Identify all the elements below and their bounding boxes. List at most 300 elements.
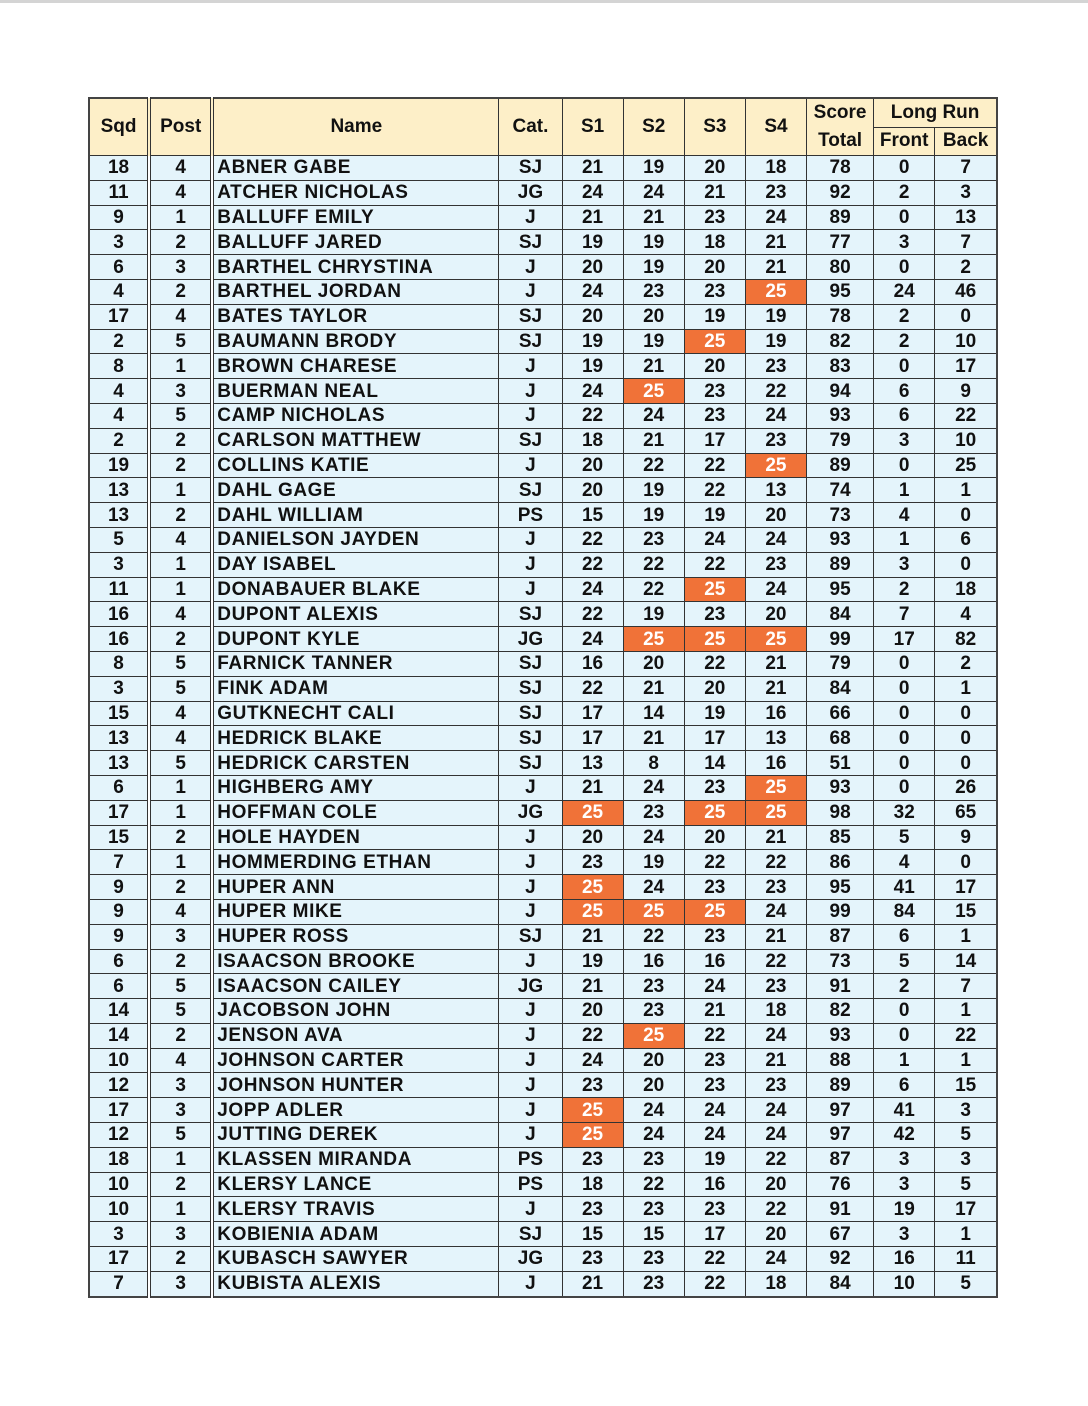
header-s2: S2 bbox=[623, 98, 684, 156]
cell-long-run-back: 82 bbox=[935, 627, 997, 652]
cell-long-run-back: 1 bbox=[935, 1222, 997, 1247]
cell-sqd: 7 bbox=[89, 850, 149, 875]
cell-s1: 23 bbox=[562, 1073, 623, 1098]
cell-s1: 20 bbox=[562, 453, 623, 478]
table-row bbox=[89, 1048, 997, 1073]
header-back: Back bbox=[935, 127, 997, 156]
page-top-border bbox=[0, 0, 1088, 3]
cell-s2: 23 bbox=[623, 527, 684, 552]
cell-sqd: 17 bbox=[89, 800, 149, 825]
cell-cat: J bbox=[499, 527, 562, 552]
cell-name: ATCHER NICHOLAS bbox=[212, 180, 499, 205]
cell-cat: SJ bbox=[499, 230, 562, 255]
cell-score-total: 74 bbox=[807, 478, 874, 503]
cell-name: BROWN CHARESE bbox=[212, 354, 499, 379]
cell-s1: 24 bbox=[562, 577, 623, 602]
cell-s1: 23 bbox=[562, 1197, 623, 1222]
cell-s3: 17 bbox=[684, 1222, 745, 1247]
cell-s1: 24 bbox=[562, 279, 623, 304]
cell-s1: 15 bbox=[562, 503, 623, 528]
cell-post: 5 bbox=[149, 403, 212, 428]
cell-cat: SJ bbox=[499, 329, 562, 354]
cell-s2: 14 bbox=[623, 701, 684, 726]
cell-cat: J bbox=[499, 775, 562, 800]
cell-long-run-front: 10 bbox=[874, 1271, 935, 1296]
cell-long-run-front: 0 bbox=[874, 775, 935, 800]
cell-cat: J bbox=[499, 403, 562, 428]
table-row bbox=[89, 527, 997, 552]
cell-long-run-front: 2 bbox=[874, 974, 935, 999]
cell-s3: 19 bbox=[684, 304, 745, 329]
cell-score-total: 94 bbox=[807, 379, 874, 404]
cell-score-total: 86 bbox=[807, 850, 874, 875]
cell-name: KUBISTA ALEXIS bbox=[212, 1271, 499, 1296]
cell-long-run-back: 3 bbox=[935, 180, 997, 205]
header-post: Post bbox=[149, 98, 212, 156]
table-body bbox=[89, 156, 997, 1297]
cell-sqd: 3 bbox=[89, 552, 149, 577]
cell-long-run-back: 15 bbox=[935, 1073, 997, 1098]
cell-name: JOHNSON HUNTER bbox=[212, 1073, 499, 1098]
cell-cat: SJ bbox=[499, 602, 562, 627]
cell-score-total: 73 bbox=[807, 503, 874, 528]
table-row bbox=[89, 676, 997, 701]
cell-score-total: 84 bbox=[807, 602, 874, 627]
cell-s1: 18 bbox=[562, 1172, 623, 1197]
cell-long-run-back: 7 bbox=[935, 230, 997, 255]
cell-sqd: 8 bbox=[89, 354, 149, 379]
cell-sqd: 3 bbox=[89, 230, 149, 255]
cell-long-run-back: 7 bbox=[935, 974, 997, 999]
table-row bbox=[89, 800, 997, 825]
cell-score-total: 79 bbox=[807, 428, 874, 453]
cell-sqd: 3 bbox=[89, 676, 149, 701]
cell-cat: J bbox=[499, 1023, 562, 1048]
table-row bbox=[89, 999, 997, 1024]
cell-s2: 21 bbox=[623, 428, 684, 453]
cell-long-run-front: 2 bbox=[874, 304, 935, 329]
cell-s4: 25 bbox=[745, 775, 806, 800]
cell-post: 5 bbox=[149, 1123, 212, 1148]
cell-sqd: 15 bbox=[89, 825, 149, 850]
cell-name: DUPONT KYLE bbox=[212, 627, 499, 652]
cell-score-total: 73 bbox=[807, 949, 874, 974]
cell-s2: 25 bbox=[623, 1023, 684, 1048]
cell-s4: 24 bbox=[745, 899, 806, 924]
cell-s2: 19 bbox=[623, 255, 684, 280]
cell-name: DUPONT ALEXIS bbox=[212, 602, 499, 627]
cell-cat: J bbox=[499, 279, 562, 304]
table-row bbox=[89, 974, 997, 999]
cell-s2: 23 bbox=[623, 974, 684, 999]
cell-long-run-back: 0 bbox=[935, 751, 997, 776]
cell-s1: 24 bbox=[562, 627, 623, 652]
cell-s2: 24 bbox=[623, 825, 684, 850]
cell-long-run-front: 3 bbox=[874, 230, 935, 255]
cell-name: JOPP ADLER bbox=[212, 1098, 499, 1123]
cell-sqd: 15 bbox=[89, 701, 149, 726]
cell-post: 2 bbox=[149, 428, 212, 453]
cell-s1: 17 bbox=[562, 726, 623, 751]
cell-score-total: 83 bbox=[807, 354, 874, 379]
table-row bbox=[89, 552, 997, 577]
cell-post: 2 bbox=[149, 1023, 212, 1048]
cell-s2: 24 bbox=[623, 180, 684, 205]
cell-s4: 22 bbox=[745, 1197, 806, 1222]
cell-s4: 23 bbox=[745, 428, 806, 453]
cell-s2: 25 bbox=[623, 379, 684, 404]
results-table bbox=[88, 97, 998, 1298]
cell-post: 1 bbox=[149, 552, 212, 577]
cell-cat: SJ bbox=[499, 651, 562, 676]
cell-score-total: 91 bbox=[807, 974, 874, 999]
table-row bbox=[89, 1147, 997, 1172]
cell-cat: JG bbox=[499, 180, 562, 205]
cell-long-run-back: 6 bbox=[935, 527, 997, 552]
cell-sqd: 10 bbox=[89, 1172, 149, 1197]
cell-sqd: 10 bbox=[89, 1048, 149, 1073]
cell-s1: 25 bbox=[562, 899, 623, 924]
cell-s4: 19 bbox=[745, 304, 806, 329]
cell-score-total: 91 bbox=[807, 1197, 874, 1222]
cell-s1: 16 bbox=[562, 651, 623, 676]
cell-s3: 23 bbox=[684, 403, 745, 428]
cell-s1: 23 bbox=[562, 1147, 623, 1172]
cell-sqd: 14 bbox=[89, 999, 149, 1024]
cell-s2: 20 bbox=[623, 1048, 684, 1073]
cell-name: BALLUFF JARED bbox=[212, 230, 499, 255]
cell-s2: 19 bbox=[623, 230, 684, 255]
cell-name: HEDRICK BLAKE bbox=[212, 726, 499, 751]
cell-s4: 21 bbox=[745, 924, 806, 949]
cell-sqd: 4 bbox=[89, 379, 149, 404]
cell-name: DAHL GAGE bbox=[212, 478, 499, 503]
cell-s4: 23 bbox=[745, 354, 806, 379]
cell-s4: 25 bbox=[745, 627, 806, 652]
cell-post: 2 bbox=[149, 627, 212, 652]
cell-long-run-front: 4 bbox=[874, 850, 935, 875]
cell-post: 1 bbox=[149, 577, 212, 602]
cell-s1: 13 bbox=[562, 751, 623, 776]
cell-post: 3 bbox=[149, 1073, 212, 1098]
cell-s3: 20 bbox=[684, 255, 745, 280]
cell-s3: 23 bbox=[684, 775, 745, 800]
table-row bbox=[89, 156, 997, 181]
table-row bbox=[89, 627, 997, 652]
table-row bbox=[89, 825, 997, 850]
cell-score-total: 95 bbox=[807, 875, 874, 900]
cell-s1: 24 bbox=[562, 379, 623, 404]
cell-long-run-front: 0 bbox=[874, 453, 935, 478]
cell-cat: SJ bbox=[499, 304, 562, 329]
cell-long-run-front: 0 bbox=[874, 701, 935, 726]
cell-long-run-front: 1 bbox=[874, 478, 935, 503]
cell-s2: 20 bbox=[623, 651, 684, 676]
cell-long-run-front: 0 bbox=[874, 651, 935, 676]
cell-s3: 24 bbox=[684, 1123, 745, 1148]
cell-sqd: 13 bbox=[89, 503, 149, 528]
cell-long-run-back: 1 bbox=[935, 999, 997, 1024]
cell-sqd: 17 bbox=[89, 304, 149, 329]
cell-sqd: 6 bbox=[89, 949, 149, 974]
cell-long-run-front: 0 bbox=[874, 1023, 935, 1048]
cell-s1: 20 bbox=[562, 999, 623, 1024]
cell-s1: 25 bbox=[562, 875, 623, 900]
cell-s1: 19 bbox=[562, 354, 623, 379]
cell-long-run-front: 3 bbox=[874, 552, 935, 577]
cell-long-run-front: 42 bbox=[874, 1123, 935, 1148]
cell-long-run-front: 0 bbox=[874, 999, 935, 1024]
cell-s4: 21 bbox=[745, 825, 806, 850]
cell-long-run-front: 41 bbox=[874, 1098, 935, 1123]
cell-cat: J bbox=[499, 1197, 562, 1222]
cell-post: 5 bbox=[149, 676, 212, 701]
cell-sqd: 12 bbox=[89, 1073, 149, 1098]
cell-score-total: 82 bbox=[807, 999, 874, 1024]
cell-name: FINK ADAM bbox=[212, 676, 499, 701]
cell-s1: 25 bbox=[562, 1098, 623, 1123]
results-table-wrapper bbox=[88, 97, 998, 1298]
header-long-run: Long Run bbox=[874, 98, 997, 127]
cell-s3: 22 bbox=[684, 651, 745, 676]
cell-long-run-back: 7 bbox=[935, 156, 997, 181]
cell-s4: 18 bbox=[745, 156, 806, 181]
cell-s1: 22 bbox=[562, 403, 623, 428]
table-row bbox=[89, 775, 997, 800]
table-row bbox=[89, 850, 997, 875]
cell-long-run-back: 0 bbox=[935, 503, 997, 528]
cell-post: 2 bbox=[149, 825, 212, 850]
cell-post: 1 bbox=[149, 775, 212, 800]
cell-s2: 20 bbox=[623, 304, 684, 329]
cell-long-run-front: 3 bbox=[874, 1222, 935, 1247]
cell-s2: 19 bbox=[623, 602, 684, 627]
cell-s4: 24 bbox=[745, 527, 806, 552]
cell-s4: 24 bbox=[745, 1023, 806, 1048]
cell-score-total: 66 bbox=[807, 701, 874, 726]
cell-score-total: 89 bbox=[807, 205, 874, 230]
cell-cat: SJ bbox=[499, 156, 562, 181]
cell-s3: 19 bbox=[684, 701, 745, 726]
cell-name: BARTHEL JORDAN bbox=[212, 279, 499, 304]
cell-long-run-back: 22 bbox=[935, 1023, 997, 1048]
cell-s3: 22 bbox=[684, 850, 745, 875]
cell-long-run-front: 32 bbox=[874, 800, 935, 825]
cell-cat: SJ bbox=[499, 428, 562, 453]
cell-s3: 25 bbox=[684, 627, 745, 652]
cell-score-total: 84 bbox=[807, 676, 874, 701]
cell-name: HOFFMAN COLE bbox=[212, 800, 499, 825]
cell-s4: 16 bbox=[745, 751, 806, 776]
cell-sqd: 18 bbox=[89, 1147, 149, 1172]
cell-long-run-front: 3 bbox=[874, 428, 935, 453]
cell-score-total: 51 bbox=[807, 751, 874, 776]
cell-name: JENSON AVA bbox=[212, 1023, 499, 1048]
cell-cat: SJ bbox=[499, 751, 562, 776]
table-row bbox=[89, 1271, 997, 1296]
cell-s4: 24 bbox=[745, 403, 806, 428]
cell-s1: 21 bbox=[562, 156, 623, 181]
cell-s4: 13 bbox=[745, 478, 806, 503]
cell-name: ABNER GABE bbox=[212, 156, 499, 181]
cell-s4: 21 bbox=[745, 651, 806, 676]
cell-s4: 20 bbox=[745, 602, 806, 627]
cell-s4: 23 bbox=[745, 552, 806, 577]
cell-s2: 23 bbox=[623, 800, 684, 825]
cell-s1: 22 bbox=[562, 676, 623, 701]
cell-s1: 24 bbox=[562, 1048, 623, 1073]
cell-s1: 20 bbox=[562, 255, 623, 280]
cell-s3: 24 bbox=[684, 527, 745, 552]
cell-score-total: 84 bbox=[807, 1271, 874, 1296]
cell-name: KUBASCH SAWYER bbox=[212, 1247, 499, 1272]
cell-s2: 23 bbox=[623, 999, 684, 1024]
cell-s4: 21 bbox=[745, 676, 806, 701]
cell-cat: JG bbox=[499, 627, 562, 652]
cell-long-run-front: 41 bbox=[874, 875, 935, 900]
cell-s3: 23 bbox=[684, 205, 745, 230]
cell-s2: 22 bbox=[623, 1172, 684, 1197]
cell-name: KLERSY TRAVIS bbox=[212, 1197, 499, 1222]
cell-s4: 23 bbox=[745, 180, 806, 205]
cell-long-run-back: 0 bbox=[935, 701, 997, 726]
cell-post: 2 bbox=[149, 949, 212, 974]
table-row bbox=[89, 180, 997, 205]
cell-name: DONABAUER BLAKE bbox=[212, 577, 499, 602]
cell-name: DAHL WILLIAM bbox=[212, 503, 499, 528]
cell-s2: 22 bbox=[623, 924, 684, 949]
cell-post: 4 bbox=[149, 304, 212, 329]
cell-s3: 25 bbox=[684, 577, 745, 602]
cell-s4: 23 bbox=[745, 974, 806, 999]
cell-sqd: 11 bbox=[89, 180, 149, 205]
cell-s1: 22 bbox=[562, 527, 623, 552]
cell-score-total: 97 bbox=[807, 1123, 874, 1148]
cell-long-run-front: 7 bbox=[874, 602, 935, 627]
cell-sqd: 14 bbox=[89, 1023, 149, 1048]
cell-score-total: 89 bbox=[807, 1073, 874, 1098]
cell-s4: 22 bbox=[745, 379, 806, 404]
cell-s3: 17 bbox=[684, 428, 745, 453]
cell-s4: 22 bbox=[745, 949, 806, 974]
cell-cat: J bbox=[499, 899, 562, 924]
table-row bbox=[89, 875, 997, 900]
cell-s2: 21 bbox=[623, 205, 684, 230]
cell-name: HOLE HAYDEN bbox=[212, 825, 499, 850]
table-row bbox=[89, 949, 997, 974]
cell-post: 5 bbox=[149, 751, 212, 776]
cell-long-run-front: 1 bbox=[874, 1048, 935, 1073]
table-row bbox=[89, 205, 997, 230]
table-row bbox=[89, 1123, 997, 1148]
table-row bbox=[89, 1098, 997, 1123]
cell-name: KLERSY LANCE bbox=[212, 1172, 499, 1197]
cell-s1: 17 bbox=[562, 701, 623, 726]
header-cat: Cat. bbox=[499, 98, 562, 156]
cell-post: 2 bbox=[149, 875, 212, 900]
header-s3: S3 bbox=[684, 98, 745, 156]
cell-sqd: 6 bbox=[89, 775, 149, 800]
cell-long-run-back: 9 bbox=[935, 379, 997, 404]
cell-long-run-back: 5 bbox=[935, 1271, 997, 1296]
cell-s4: 20 bbox=[745, 1172, 806, 1197]
cell-long-run-back: 17 bbox=[935, 354, 997, 379]
table-row bbox=[89, 899, 997, 924]
cell-score-total: 97 bbox=[807, 1098, 874, 1123]
cell-score-total: 76 bbox=[807, 1172, 874, 1197]
cell-post: 4 bbox=[149, 602, 212, 627]
cell-score-total: 98 bbox=[807, 800, 874, 825]
cell-cat: J bbox=[499, 577, 562, 602]
cell-s4: 20 bbox=[745, 1222, 806, 1247]
cell-cat: J bbox=[499, 552, 562, 577]
cell-s2: 19 bbox=[623, 850, 684, 875]
cell-s2: 24 bbox=[623, 775, 684, 800]
cell-post: 1 bbox=[149, 800, 212, 825]
cell-score-total: 92 bbox=[807, 1247, 874, 1272]
cell-score-total: 99 bbox=[807, 899, 874, 924]
cell-s4: 21 bbox=[745, 230, 806, 255]
cell-long-run-front: 0 bbox=[874, 156, 935, 181]
cell-long-run-front: 2 bbox=[874, 180, 935, 205]
cell-s3: 16 bbox=[684, 1172, 745, 1197]
cell-s1: 19 bbox=[562, 949, 623, 974]
cell-post: 4 bbox=[149, 527, 212, 552]
cell-cat: PS bbox=[499, 1172, 562, 1197]
cell-s2: 24 bbox=[623, 1123, 684, 1148]
table-row bbox=[89, 701, 997, 726]
cell-score-total: 93 bbox=[807, 775, 874, 800]
cell-long-run-front: 6 bbox=[874, 1073, 935, 1098]
cell-score-total: 87 bbox=[807, 1147, 874, 1172]
cell-s1: 20 bbox=[562, 825, 623, 850]
cell-s3: 23 bbox=[684, 924, 745, 949]
cell-s2: 25 bbox=[623, 899, 684, 924]
cell-sqd: 13 bbox=[89, 478, 149, 503]
cell-s1: 22 bbox=[562, 552, 623, 577]
cell-long-run-back: 25 bbox=[935, 453, 997, 478]
cell-name: BUERMAN NEAL bbox=[212, 379, 499, 404]
cell-s3: 24 bbox=[684, 1098, 745, 1123]
cell-s2: 19 bbox=[623, 156, 684, 181]
cell-s3: 22 bbox=[684, 478, 745, 503]
cell-s3: 14 bbox=[684, 751, 745, 776]
cell-s2: 22 bbox=[623, 453, 684, 478]
cell-name: JACOBSON JOHN bbox=[212, 999, 499, 1024]
cell-post: 1 bbox=[149, 1147, 212, 1172]
cell-score-total: 87 bbox=[807, 924, 874, 949]
header-name: Name bbox=[212, 98, 499, 156]
cell-long-run-front: 0 bbox=[874, 205, 935, 230]
cell-sqd: 18 bbox=[89, 156, 149, 181]
cell-score-total: 89 bbox=[807, 552, 874, 577]
cell-s3: 23 bbox=[684, 1073, 745, 1098]
cell-cat: J bbox=[499, 379, 562, 404]
cell-s2: 21 bbox=[623, 726, 684, 751]
table-row bbox=[89, 403, 997, 428]
table-row bbox=[89, 751, 997, 776]
cell-s3: 25 bbox=[684, 329, 745, 354]
cell-s3: 19 bbox=[684, 1147, 745, 1172]
cell-sqd: 8 bbox=[89, 651, 149, 676]
cell-s1: 24 bbox=[562, 180, 623, 205]
cell-s3: 17 bbox=[684, 726, 745, 751]
cell-s2: 16 bbox=[623, 949, 684, 974]
cell-cat: J bbox=[499, 825, 562, 850]
cell-sqd: 9 bbox=[89, 205, 149, 230]
table-row bbox=[89, 304, 997, 329]
cell-score-total: 85 bbox=[807, 825, 874, 850]
